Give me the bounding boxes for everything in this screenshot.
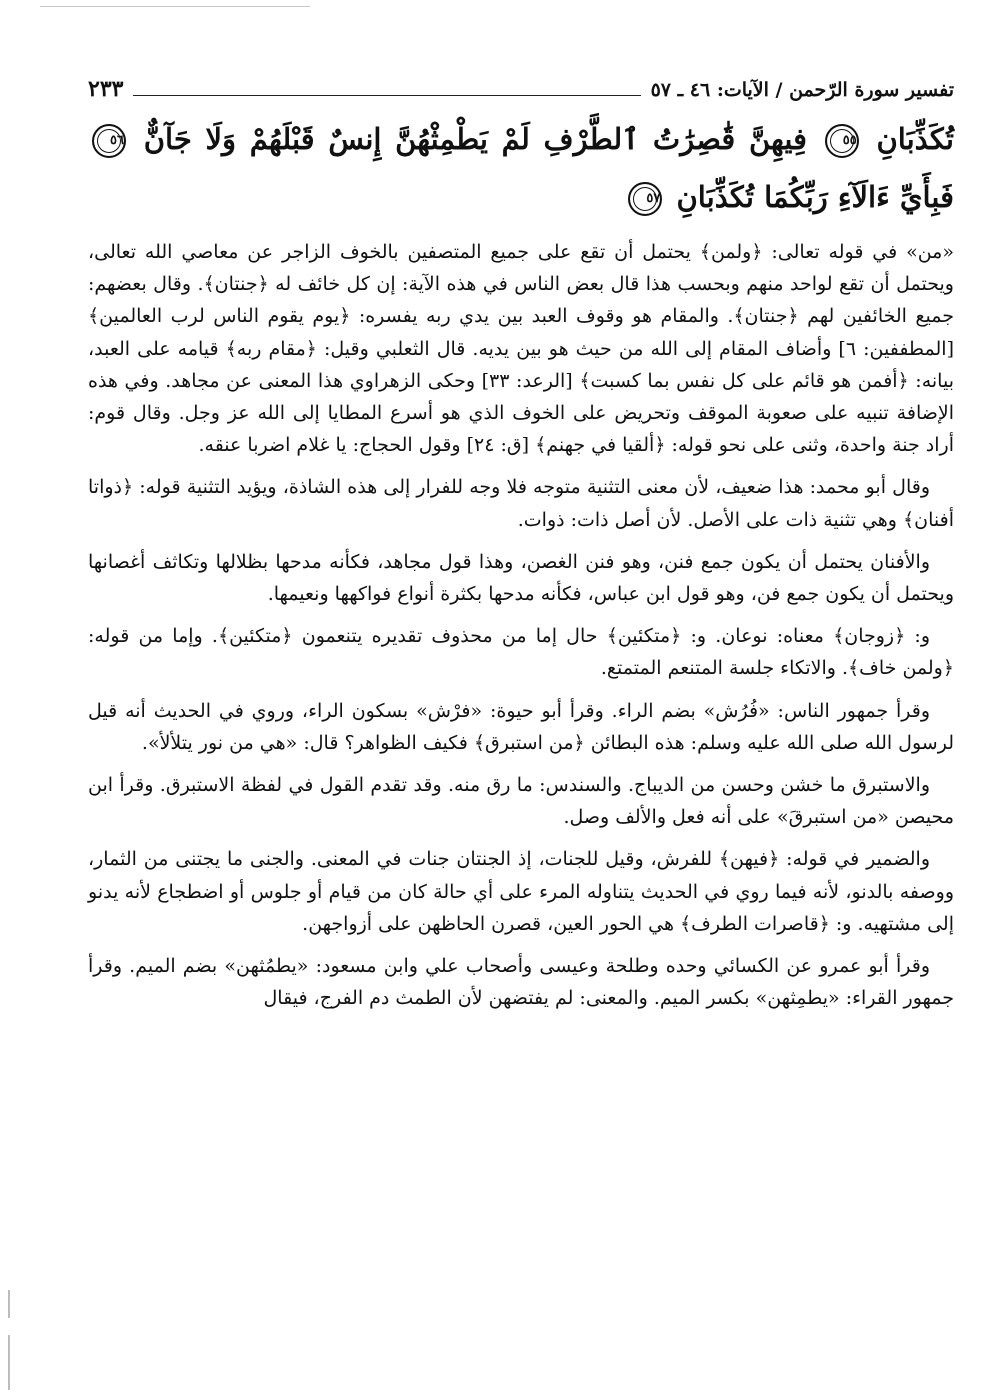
commentary-paragraph: «من» في قوله تعالى: ﴿ولمن﴾ يحتمل أن تقع على جميع المتصفين بالخوف الزاجر عن معاصي الله تعالى، ويحتمل أن تقع لواحد منهم وبحسب هذا قال بعض الناس في هذه الآية: إن كل خائف له ﴿جنتان﴾. وقال بعضهم: جميع الخائفين لهم ﴿جنتان﴾. والمقام هو وقوف العبد بين يدي ربه يفسره: ﴿يوم يقوم الناس لرب العالمين﴾ [المطففين: ٦] وأضاف المقام إلى الله من حيث هو بين يديه. قال الثعلبي وقيل: ﴿مقام ربه﴾ قيامه على العبد، بيانه: ﴿أفمن هو قائم على كل نفس بما كسبت﴾ [الرعد: ٣٣] وحكى الزهراوي هذا المعنى عن مجاهد. وفي هذه الإضافة تنبيه على صعوبة الموقف وتحريض على الخوف الذي هو أسرع المطايا إلى الله عز وجل. وقال قوم: أراد جنة واحدة، وثنى على نحو قوله: ﴿ألقيا في جهنم﴾ [ق: ٢٤] وقول الحجاج: يا غلام اضربا عنقه. xyxy=(88,241,954,457)
scan-artifact-left-2 xyxy=(8,1335,10,1390)
page-header xyxy=(88,70,954,100)
running-title: تفسير سورة الرّحمن / الآيات: ٤٦ ـ ٥٧ xyxy=(650,79,954,101)
commentary-paragraph: والاستبرق ما خشن وحسن من الديباج. والسندس: ما رق منه. وقد تقدم القول في لفظة الاستبرق. وقرأ ابن محيصن «من استبرقَ» على أنه فعل والألف وصل. xyxy=(88,774,954,829)
ayah-number-marker: ٥٧ xyxy=(628,182,662,216)
ayah-number-marker: ٥٥ xyxy=(825,124,859,158)
quran-verses xyxy=(88,110,954,226)
commentary-paragraph: والضمير في قوله: ﴿فيهن﴾ للفرش، وقيل للجنات، إذ الجنتان جنات في المعنى. والجنى ما يجتنى من الثمار، ووصفه بالدنو، لأنه فيما روي في الحديث يتناوله المرء على أي حالة كان من قيام أو جلوس أو اضطجاع لأنه يدنو إلى مشتهيه. و: ﴿قاصرات الطرف﴾ هي الحور العين، قصرن الحاظهن على أزواجهن. xyxy=(88,848,954,935)
commentary-paragraph: والأفنان يحتمل أن يكون جمع فنن، وهو فنن الغصن، وهذا قول مجاهد، فكأنه مدحها بظلالها وتكاثف أغصانها ويحتمل أن يكون جمع فن، وهو قول ابن عباس، فكأنه مدحها بكثرة أنواع فواكهها ونعيمها. xyxy=(88,550,954,606)
scan-artifact-left-1 xyxy=(8,1290,10,1318)
commentary-body xyxy=(88,236,954,1014)
verse-text-segment: فَبِأَيِّ ءَالَآءِ رَبِّكُمَا تُكَذِّبَانِ xyxy=(676,180,954,214)
commentary-paragraph: و: ﴿زوجان﴾ معناه: نوعان. و: ﴿متكئين﴾ حال إما من محذوف تقديره يتنعمون ﴿متكئين﴾. وإما من قوله: ﴿ولمن خاف﴾. والاتكاء جلسة المتنعم المتمتع. xyxy=(88,625,954,680)
ayah-number-marker: ٥٦ xyxy=(92,124,126,158)
scan-artifact-top xyxy=(40,6,310,7)
verse-text-segment: تُكَذِّبَانِ xyxy=(876,122,954,156)
page-number: ٢٣٣ xyxy=(88,76,124,102)
commentary-paragraph: وقرأ أبو عمرو عن الكسائي وحده وطلحة وعيسى وأصحاب علي وابن مسعود: «يطمُثهن» بضم الميم. وقرأ جمهور القراء: «يطمِثهن» بكسر الميم. والمعنى: لم يفتضهن لأن الطمث دم الفرج، فيقال xyxy=(88,955,954,1010)
commentary-paragraph: وقرأ جمهور الناس: «فُرُش» بضم الراء. وقرأ أبو حيوة: «فرْش» بسكون الراء، وروي في الحديث أنه قيل لرسول الله صلى الله عليه وسلم: هذه البطائن ﴿من استبرق﴾ فكيف الظواهر؟ قال: «هي من نور يتلألأ». xyxy=(88,699,954,754)
verse-text-segment: فِيهِنَّ قَٰصِرَٰتُ ٱلطَّرْفِ لَمْ يَطْمِثْهُنَّ إِنسٌ قَبْلَهُمْ وَلَا جَآنٌّ xyxy=(143,122,808,156)
header-rule xyxy=(133,95,640,96)
commentary-paragraph: وقال أبو محمد: هذا ضعيف، لأن معنى التثنية متوجه فلا وجه للفرار إلى هذه الشاذة، ويؤيد التثنية قوله: ﴿ذواتا أفنان﴾ وهي تثنية ذات على الأصل. لأن أصل ذات: ذوات. xyxy=(88,476,954,531)
